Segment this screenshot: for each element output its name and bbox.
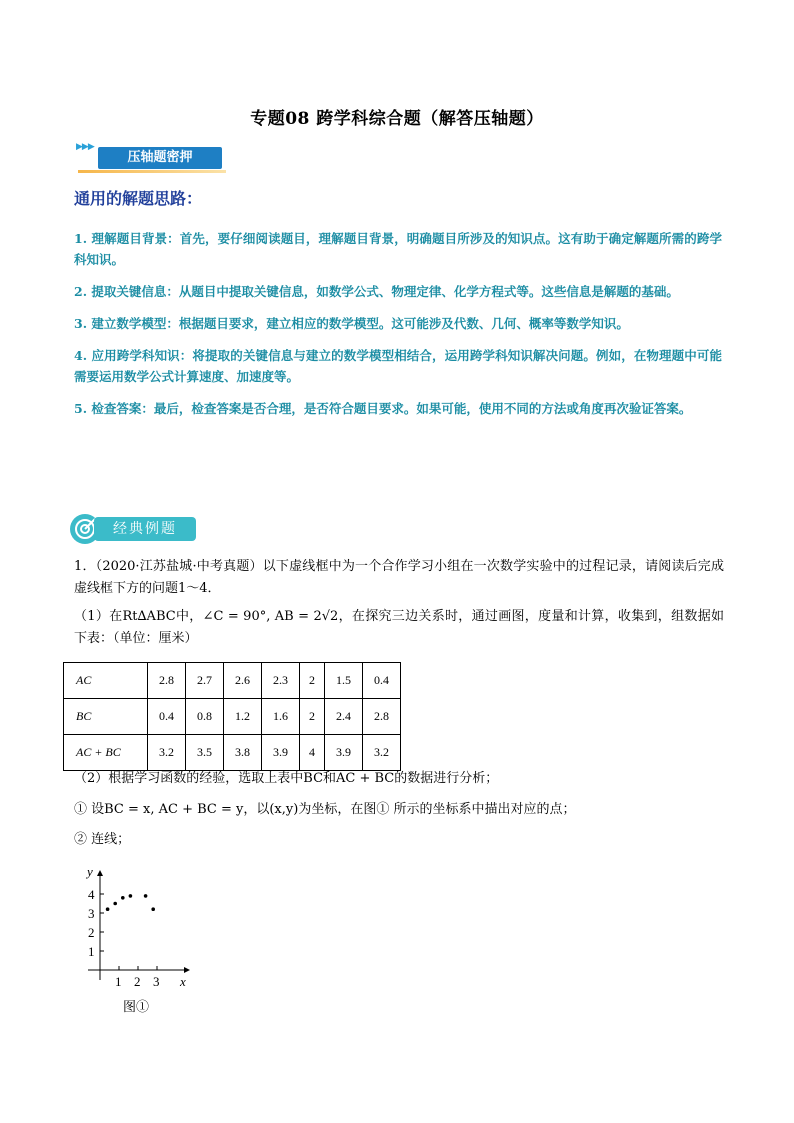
- x-axis-label: x: [180, 974, 186, 988]
- table-cell: 0.8: [186, 699, 224, 735]
- y-axis-arrow: [97, 870, 103, 876]
- table-cell: 3.2: [148, 735, 186, 771]
- table-cell: 2.8: [148, 663, 186, 699]
- question-part1: （1）在Rt∆ABC中，∠C = 90°, AB = 2√2，在探究三边关系时，通过画图，度量和计算，收集到，组数据如下表：（单位：厘米）: [74, 609, 724, 646]
- table-cell: 1.5: [325, 663, 363, 699]
- table-cell: 1.2: [224, 699, 262, 735]
- data-point: [113, 902, 117, 906]
- table-cell: 4: [300, 735, 325, 771]
- arrow-decoration-icon: ▶▶▶: [76, 142, 94, 152]
- table-row: [64, 699, 401, 735]
- table-cell: 0.4: [148, 699, 186, 735]
- data-point: [144, 894, 148, 898]
- table-cell: 3.2: [363, 735, 401, 771]
- table-cell: 2.8: [363, 699, 401, 735]
- table-cell: 2.4: [325, 699, 363, 735]
- graph-ticks: [88, 887, 160, 988]
- data-table: [63, 662, 401, 771]
- question-step1: ① 设BC = x, AC + BC = y，以(x,y)为坐标，在图① 所示的坐标系中描出对应的点；: [74, 802, 576, 817]
- x-axis-arrow: [184, 967, 190, 973]
- question-step2: ② 连线；: [74, 832, 131, 847]
- x-tick-label: 3: [153, 974, 160, 988]
- banner-label: 压轴题密押: [98, 147, 222, 169]
- table-cell: 2.3: [262, 663, 300, 699]
- figure-label: 图①: [123, 1000, 150, 1015]
- y-tick-label: 1: [88, 944, 95, 959]
- y-axis-label: y: [87, 864, 93, 879]
- page-title: 专题08 跨学科综合题（解答压轴题）: [250, 109, 544, 129]
- table-row: [64, 663, 401, 699]
- table-cell: 3.8: [224, 735, 262, 771]
- tip-item: 1. 理解题目背景：首先，要仔细阅读题目，理解题目背景，明确题目所涉及的知识点。这有助于确定解题所需的跨学科知识。: [74, 231, 722, 267]
- graph-points: [106, 894, 155, 911]
- section-subheading: 通用的解题思路：: [74, 189, 203, 208]
- banner-underline: [78, 170, 226, 173]
- data-point: [129, 894, 133, 898]
- tip-item: 4. 应用跨学科知识：将提取的关键信息与建立的数学模型相结合，运用跨学科知识解决问题。例如，在物理题中可能需要运用数学公式计算速度、加速度等。: [74, 348, 722, 384]
- table-cell: 2: [300, 663, 325, 699]
- table-row: [64, 735, 401, 771]
- tips-list: [74, 228, 722, 430]
- data-point: [151, 907, 155, 911]
- tip-item: 2. 提取关键信息：从题目中提取关键信息，如数学公式、物理定律、化学方程式等。这些信息是解题的基础。: [74, 284, 679, 299]
- data-point: [121, 896, 125, 900]
- table-cell: 3.5: [186, 735, 224, 771]
- table-row-label: AC + BC: [64, 735, 148, 771]
- tip-item: 5. 检查答案：最后，检查答案是否合理，是否符合题目要求。如果可能，使用不同的方法或角度再次验证答案。: [74, 401, 692, 416]
- table-cell: 2.6: [224, 663, 262, 699]
- section-banner: [74, 142, 234, 176]
- table-cell: 3.9: [262, 735, 300, 771]
- x-tick-label: 2: [134, 974, 141, 988]
- table-cell: 0.4: [363, 663, 401, 699]
- table-cell: 1.6: [262, 699, 300, 735]
- example-banner: [70, 512, 200, 546]
- table-cell: 2.7: [186, 663, 224, 699]
- table-cell: 3.9: [325, 735, 363, 771]
- question-part2: （2）根据学习函数的经验，选取上表中BC和AC + BC的数据进行分析；: [74, 771, 499, 786]
- example-label: 经典例题: [94, 517, 196, 541]
- coordinate-graph: [84, 862, 204, 988]
- table-cell: 2: [300, 699, 325, 735]
- tip-item: 3. 建立数学模型：根据题目要求，建立相应的数学模型。这可能涉及代数、几何、概率等数学知识。: [74, 316, 629, 331]
- y-tick-label: 4: [88, 887, 95, 902]
- data-point: [106, 907, 110, 911]
- x-tick-label: 1: [115, 974, 122, 988]
- table-row-label: AC: [64, 663, 148, 699]
- table-row-label: BC: [64, 699, 148, 735]
- question-intro: 1．（2020·江苏盐城·中考真题）以下虚线框中为一个合作学习小组在一次数学实验中的过程记录，请阅读后完成虚线框下方的问题1～4．: [74, 559, 724, 596]
- y-tick-label: 3: [88, 906, 95, 921]
- y-tick-label: 2: [88, 925, 95, 940]
